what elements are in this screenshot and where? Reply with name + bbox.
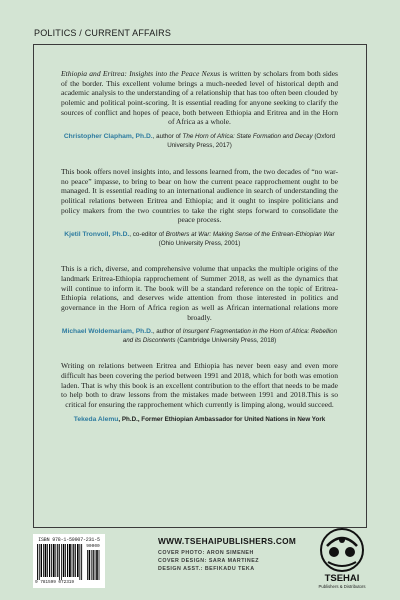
barcode-addon-digits: 90000	[86, 544, 100, 549]
isbn-number: ISBN 978-1-59907-231-5	[38, 537, 100, 543]
category-label: POLITICS / CURRENT AFFAIRS	[34, 28, 172, 38]
blurb-1-attribution: Christopher Clapham, Ph.D., author of The Horn of Africa: State Formation and Decay (Oxford University Press, 2017)	[63, 132, 336, 149]
blurb-3-attribution: Michael Woldemariam, Ph.D., author of Insurgent Fragmentation in the Horn of Africa: Rebellion and its Discontents (Cambridge University Press, 2018)	[61, 328, 338, 344]
blurb-3-author: Michael Woldemariam, Ph.D.	[61, 328, 153, 336]
barcode-bars-icon	[37, 544, 101, 580]
blurb-1-author: Christopher Clapham, Ph.D.	[63, 132, 153, 140]
isbn-barcode	[33, 534, 105, 588]
publisher-logo-name: TSEHAI	[324, 573, 360, 584]
blurb-4-author: Tekeda Alemu	[73, 415, 119, 423]
blurb-2-author: Kjetil Tronvoll, Ph.D.	[64, 231, 130, 239]
blurb-4-text: Writing on relations between Eritrea and Ethiopia has never been easy and even more difficult has been covering the period between 1991 and 2018, which for both was emotion laden. That is why this book is an excellent contribution to the effort that needs to be made to help both to draw lessons from the mistakes made between 1991 and 2018.This is so critical for ensuring the rapprochement which currently is limping along, would succeed.	[61, 361, 338, 409]
blurb-frame	[33, 44, 367, 528]
publisher-website: WWW.TSEHAIPUBLISHERS.COM	[158, 536, 297, 546]
barcode-digits: 9 781599 072319	[35, 580, 75, 585]
credit-cover-design: COVER DESIGN: SARA MARTINEZ	[158, 558, 259, 564]
tsehai-logo-icon	[318, 526, 366, 572]
blurb-2-text: This book offers novel insights into, and lessons learned from, the two decades of “no war-no peace” impasse, to bring to bear on how the current peace rapprochement ought to be managed. It is essential reading to an international audience in search of understanding the political relations between Eritrea and Ethiopia; and it ought to inspire politicians and policy makers from the two countries to take the right steps forward to consolidate the peace process.	[61, 167, 338, 225]
blurb-1-text: Ethiopia and Eritrea: Insights into the Peace Nexus is written by scholars from both sides of the border. This excellent volume brings a much-needed level of historical depth and academic analysis to the understanding of a relationship that has too often been clouded by polemic and political point-scoring. It is essential reading for anyone seeking to clarify the sources of conflict and hopes of peace, both between Ethiopia and Eritrea and in the Horn of Africa as a whole.	[61, 69, 338, 127]
blurb-1-book-title: Ethiopia and Eritrea: Insights into the Peace Nexus	[61, 69, 221, 78]
credit-cover-photo: COVER PHOTO: ARON SIMENEH	[158, 550, 254, 556]
credit-design-assistant: DESIGN ASST.: BEFIKADU TEKA	[158, 566, 255, 572]
blurb-3-text: This is a rich, diverse, and comprehensive volume that unpacks the multiple origins of the landmark Eritrea-Ethiopia rapprochement of Summer 2018, as well as the dynamics that will continue to inform it. The book will be a standard reference on the topic of Eritrea-Ethiopia relations, and deserves wide attention from those interested in politics and governance in the Horn of Africa region as well as African international relations more broadly.	[61, 264, 338, 322]
publisher-logo-subtitle: Publishers & Distributors	[318, 584, 366, 589]
blurb-4-attribution: Tekeda Alemu, Ph.D., Former Ethiopian Ambassador for United Nations in New York	[73, 415, 326, 423]
blurb-2-attribution: Kjetil Tronvoll, Ph.D., co-editor of Brothers at War: Making Sense of the Eritrean-Ethiopian War (Ohio University Press, 2001)	[64, 231, 335, 247]
